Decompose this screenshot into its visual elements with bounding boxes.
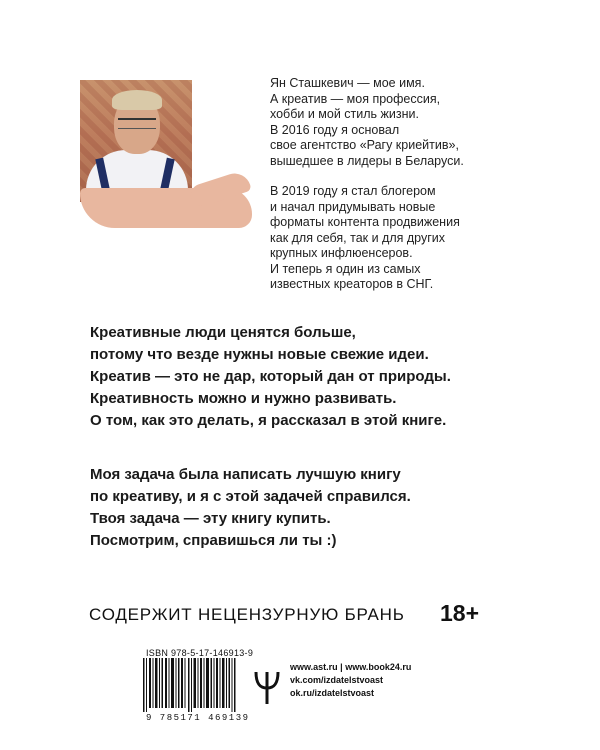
publisher-ok-link: ok.ru/izdatelstvoast: [290, 688, 375, 698]
main-text-block-1: [90, 322, 530, 432]
main-text-block-2: [90, 464, 530, 552]
main-text-line: потому что везде нужны новые свежие идеи.: [90, 346, 429, 363]
photo-glasses: [118, 118, 156, 129]
main-text-line: по креативу, и я с этой задачей справился.: [90, 488, 411, 505]
main-text-line: Моя задача была написать лучшую книгу: [90, 466, 401, 483]
photo-hand: [80, 188, 252, 228]
bio-line: В 2019 году я стал блогером: [270, 184, 436, 198]
main-text-line: Твоя задача — эту книгу купить.: [90, 510, 331, 527]
bio-line: вышедшее в лидеры в Беларуси.: [270, 153, 464, 168]
profanity-warning: СОДЕРЖИТ НЕЦЕНЗУРНУЮ БРАНЬ: [89, 605, 405, 624]
publisher-links: [290, 661, 411, 700]
bio-line: как для себя, так и для других: [270, 230, 446, 245]
main-text-line: Креативные люди ценятся больше,: [90, 324, 356, 341]
author-photo: [80, 80, 252, 230]
bio-line: известных креаторов в СНГ.: [270, 277, 434, 291]
barcode-icon: [143, 658, 239, 712]
isbn-label: ISBN 978-5-17-146913-9: [146, 648, 254, 658]
bio-line: свое агентство «Рагу криейтив»,: [270, 138, 459, 152]
bio-line: Ян Сташкевич — мое имя.: [270, 76, 425, 90]
age-rating: 18+: [440, 600, 480, 626]
main-text-line: Креатив — это не дар, который дан от природы.: [90, 368, 451, 385]
main-text-line: О том, как это делать, я рассказал в этой книге.: [90, 412, 447, 429]
author-bio: [270, 76, 570, 308]
bio-line: И теперь я один из самых: [270, 261, 421, 276]
main-text-line: Посмотрим, справишься ли ты :): [90, 532, 337, 549]
publisher-vk-link: vk.com/izdatelstvoast: [290, 675, 384, 685]
bio-line: и начал придумывать новые: [270, 199, 436, 214]
bio-line: форматы контента продвижения: [270, 215, 460, 229]
bio-line: крупных инфлюенсеров.: [270, 246, 413, 260]
bio-line: хобби и мой стиль жизни.: [270, 107, 419, 121]
publisher-websites: www.ast.ru | www.book24.ru: [290, 662, 412, 672]
photo-hair: [112, 90, 162, 110]
publisher-logo-icon: [254, 670, 280, 706]
bio-paragraph-2: [270, 184, 570, 293]
bio-line: А креатив — моя профессия,: [270, 91, 441, 106]
bio-paragraph-1: [270, 76, 570, 169]
barcode-digits: 9 785171 469139: [146, 713, 250, 723]
bio-line: В 2016 году я основал: [270, 122, 400, 137]
main-text-line: Креативность можно и нужно развивать.: [90, 390, 397, 407]
